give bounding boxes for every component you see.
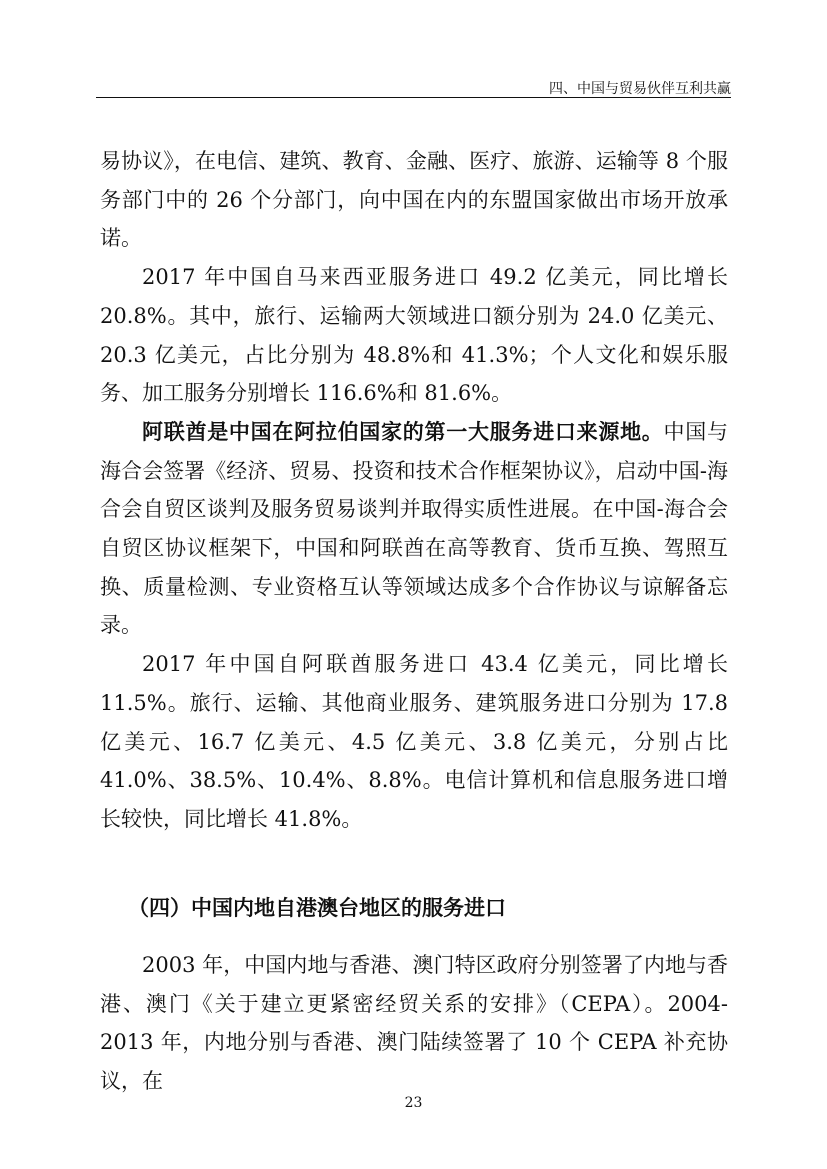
- paragraph-continuation: 易协议》，在电信、建筑、教育、金融、医疗、旅游、运输等 8 个服务部门中的 26 个分部门，向中国在内的东盟国家做出市场开放承诺。: [100, 149, 728, 251]
- paragraph-cepa: 2003 年，中国内地与香港、澳门特区政府分别签署了内地与香港、澳门《关于建立更紧密经贸关系的安排》（CEPA）。2004-2013 年，内地分别与香港、澳门陆续签署了 10 个 CEPA 补充协议，在: [100, 953, 728, 1094]
- running-header: 四、中国与贸易伙伴互利共赢: [549, 81, 731, 97]
- paragraph-bold-lead: 阿联酋是中国在阿拉伯国家的第一大服务进口来源地。: [142, 418, 664, 444]
- paragraph-uae-body: 中国与海合会签署《经济、贸易、投资和技术合作框架协议》，启动中国-海合会自贸区谈判及服务贸易谈判并取得实质性进展。在中国-海合会自贸区协议框架下，中国和阿联酋在高等教育、货币互换、驾照互换、质量检测、专业资格互认等领域达成多个合作协议与谅解备忘录。: [100, 419, 729, 638]
- section-body: [100, 946, 728, 1101]
- paragraph-malaysia: 2017 年中国自马来西亚服务进口 49.2 亿美元，同比增长 20.8%。其中，旅行、运输两大领域进口额分别为 24.0 亿美元、20.3 亿美元，占比分别为 48.8%和 41.3%；个人文化和娱乐服务、加工服务分别增长 116.6%和 81.6%。: [100, 265, 728, 406]
- paragraph-uae-imports: 2017 年中国自阿联酋服务进口 43.4 亿美元，同比增长 11.5%。旅行、运输、其他商业服务、建筑服务进口分别为 17.8 亿美元、16.7 亿美元、4.5 亿美元、3.8 亿美元，分别占比 41.0%、38.5%、10.4%、8.8%。电信计算机和信息服务进口增长较快，同比增长 41.8%。: [100, 652, 728, 831]
- section-heading: （四）中国内地自港澳台地区的服务进口: [128, 895, 506, 920]
- paragraph-uae-intro: [100, 413, 728, 645]
- header-divider: [96, 97, 731, 98]
- body-text: [100, 142, 728, 839]
- page-number: 23: [404, 1095, 423, 1111]
